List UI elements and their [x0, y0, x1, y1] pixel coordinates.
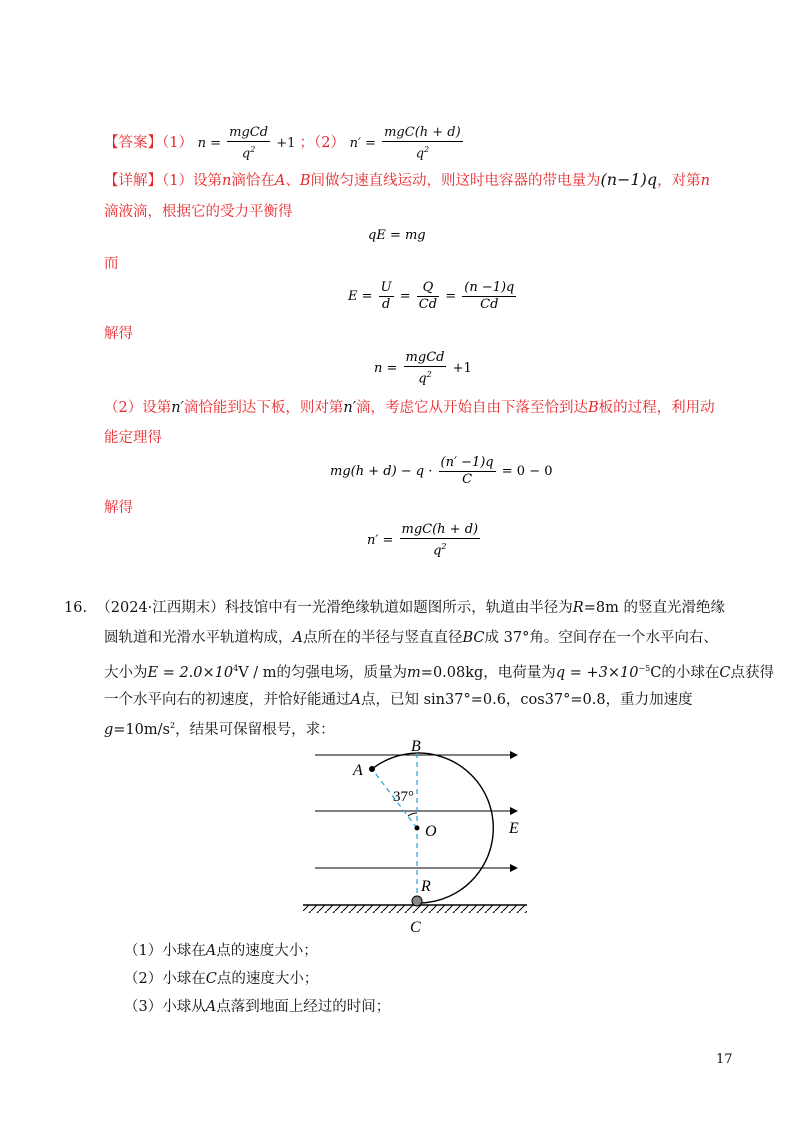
equation-2: E = $\frac{U}{d}$ = $\frac{Q}{Cd}$ = $\frac{(n -1)q}{Cd}$ [348, 280, 515, 312]
jiede-1: 解得 [104, 326, 133, 342]
problem-line-5: $g=10m/s^2$，结果可保留根号，求： [104, 721, 335, 738]
equation-4: mg(h + d) − q · $\frac{(n' -1)q}{C}$ = 0 − 0 [330, 455, 553, 487]
answer-label: 【答案】 [104, 135, 162, 152]
problem-line-4: 一个水平向右的初速度，并恰好能通过A点，已知 sin37°=0.6，cos37°=0.8，重力加速度 [104, 692, 693, 708]
label-angle: 37° [393, 789, 414, 805]
detail-line-2: 滴液滴，根据它的受力平衡得 [104, 204, 293, 220]
answer-formula-1: n = $\frac{\text{mgCd}}{q^2}$ +1 [197, 125, 296, 162]
problem-number: 16. [64, 600, 88, 616]
label-C: C [410, 919, 421, 936]
part2-line-1: （2）设第n′滴恰能到达下板，则对第n′滴，考虑它从开始自由下落至恰到达B板的过程，利用动 [104, 400, 715, 416]
sub-question-2: （2）小球在C点的速度大小； [124, 971, 319, 987]
equation-5: n′ = $\frac{\text{mgC(h + d)}}{q^2}$ [367, 522, 479, 559]
point-O [415, 826, 420, 831]
problem-line-3: 大小为$E = 2.0\times 10^4V / m$的匀强电场，质量为m=0.08kg，电荷量为$q = +3\times 10^{-5}C$的小球在C点获得 [104, 664, 774, 681]
ball-C [412, 896, 422, 906]
equation-3: n = $\frac{\text{mgCd}}{q^2}$ +1 [374, 350, 472, 387]
problem-line-1: 16. （2024·江西期末）科技馆中有一光滑绝缘轨道如题图所示，轨道由半径为R=8m 的竖直光滑绝缘 [64, 600, 725, 616]
point-A [369, 766, 375, 772]
label-E: E [509, 820, 519, 837]
track-diagram [295, 735, 535, 940]
answer-formula-2: n′ = $\frac{\text{mgC(h + d)}}{q^2}$ [349, 125, 461, 162]
sub-question-3: （3）小球从A点落到地面上经过的时间； [124, 999, 391, 1015]
problem-line-2: 圆轨道和光滑水平轨道构成，A点所在的半径与竖直直径BC成 37°角。空间存在一个水平向右、 [104, 630, 718, 646]
detail-line-1: 【详解】（1）设第n滴恰在A、B间做匀速直线运动，则这时电容器的带电量为(n−1)q，对第n [104, 170, 710, 189]
page-number: 17 [716, 1052, 733, 1067]
equation-1: qE = mg [368, 228, 426, 243]
label-A: A [353, 762, 363, 779]
label-R: R [421, 878, 431, 895]
jiede-2: 解得 [104, 500, 133, 516]
label-O: O [425, 823, 437, 840]
sub-question-1: （1）小球在A点的速度大小； [124, 943, 318, 959]
detail-label: 【详解】 [104, 173, 162, 189]
ground-hatch [303, 905, 527, 913]
part2-line-2: 能定理得 [104, 430, 162, 446]
answer-line: 【答案】（1） n = $\frac{\text{mgCd}}{q^2}$ +1 ；（2） n′ = $\frac{\text{mgC(h + d)}}{q^2}$ [104, 125, 465, 162]
label-B: B [411, 738, 421, 755]
angle-arc [408, 813, 417, 816]
er-text: 而 [104, 256, 119, 272]
